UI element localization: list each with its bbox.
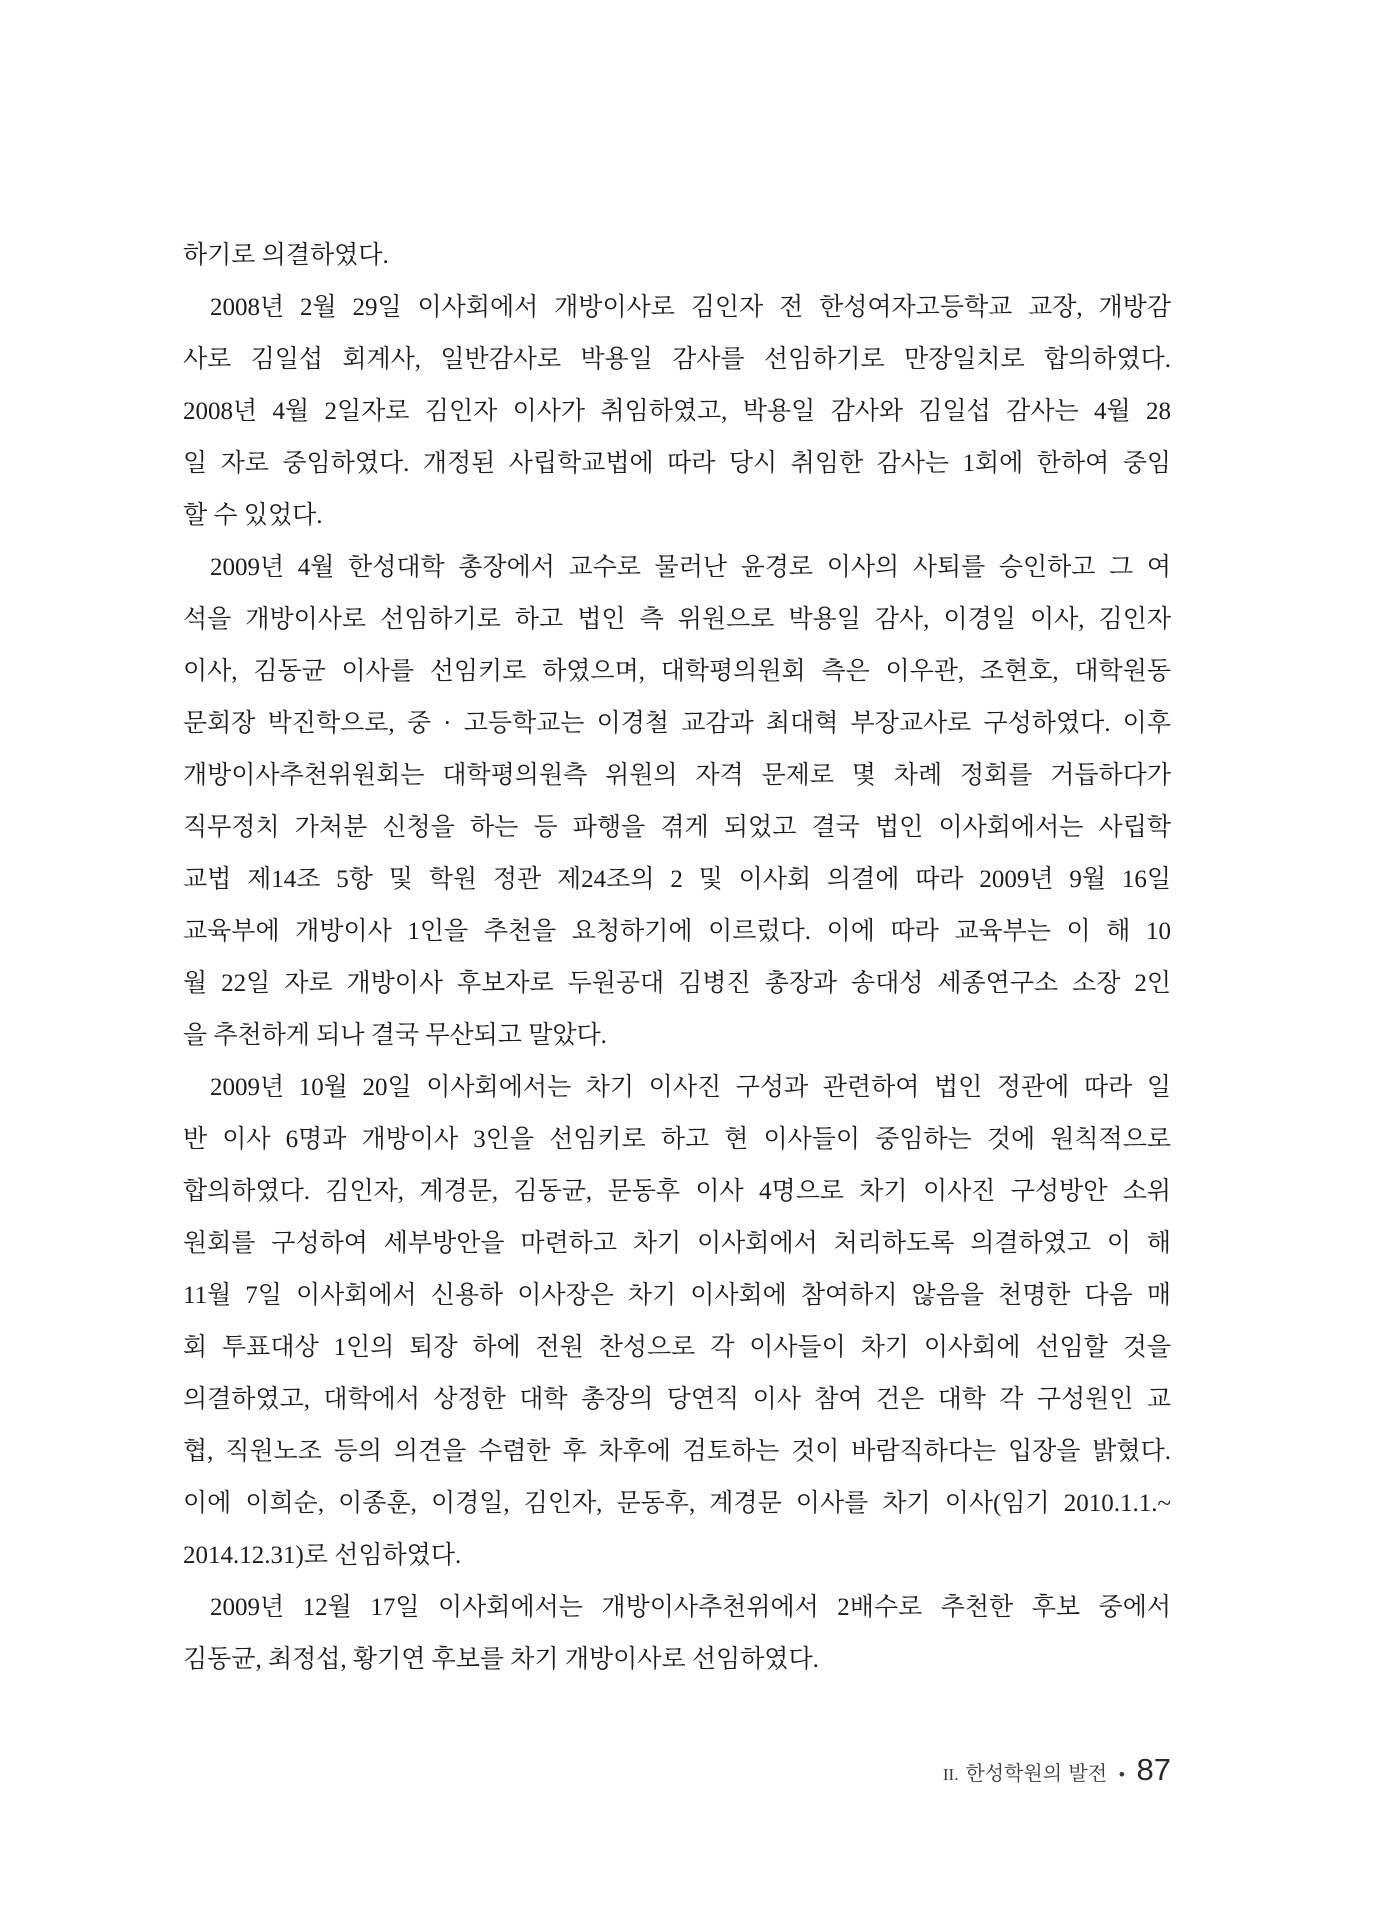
text-line: 개방이사추천위원회는 대학평의원측 위원의 자격 문제로 몇 차례 정회를 거듭하다가 bbox=[183, 762, 1171, 789]
text-line: 원회를 구성하여 세부방안을 마련하고 차기 이사회에서 처리하도록 의결하였고 이 해 bbox=[183, 1230, 1171, 1257]
text-line: 2009년 12월 17일 이사회에서는 개방이사추천위에서 2배수로 추천한 후보 중에서 bbox=[210, 1594, 1171, 1621]
text-line: 협, 직원노조 등의 의견을 수렴한 후 차후에 검토하는 것이 바람직하다는 입장을 밝혔다. bbox=[183, 1438, 1171, 1465]
chapter-title: 한성학원의 발전 bbox=[965, 1761, 1108, 1785]
body-paragraph bbox=[183, 282, 1171, 542]
text-line: 합의하였다. 김인자, 계경문, 김동균, 문동후 이사 4명으로 차기 이사진 구성방안 소위 bbox=[183, 1178, 1171, 1205]
text-line: 월 22일 자로 개방이사 후보자로 두원공대 김병진 총장과 송대성 세종연구소 소장 2인 bbox=[183, 970, 1171, 997]
running-footer bbox=[943, 1752, 1171, 1798]
text-line: 이에 이희순, 이종훈, 이경일, 김인자, 문동후, 계경문 이사를 차기 이사(임기 2010.1.1.~ bbox=[183, 1490, 1171, 1517]
body-paragraph bbox=[183, 542, 1171, 1062]
text-line: 하기로 의결하였다. bbox=[183, 242, 389, 269]
text-line: 문회장 박진학으로, 중 · 고등학교는 이경철 교감과 최대혁 부장교사로 구성하였다. 이후 bbox=[183, 710, 1171, 737]
text-line: 회 투표대상 1인의 퇴장 하에 전원 찬성으로 각 이사들이 차기 이사회에 선임할 것을 bbox=[183, 1334, 1171, 1361]
body-paragraph bbox=[183, 1582, 1171, 1686]
text-line: 이사, 김동균 이사를 선임키로 하였으며, 대학평의원회 측은 이우관, 조현호, 대학원동 bbox=[183, 658, 1171, 685]
text-line: 반 이사 6명과 개방이사 3인을 선임키로 하고 현 이사들이 중임하는 것에 원칙적으로 bbox=[183, 1126, 1171, 1153]
text-line: 교법 제14조 5항 및 학원 정관 제24조의 2 및 이사회 의결에 따라 2009년 9월 16일 bbox=[183, 866, 1171, 893]
text-line: 2008년 4월 2일자로 김인자 이사가 취임하였고, 박용일 감사와 김일섭 감사는 4월 28 bbox=[183, 398, 1171, 425]
text-line: 직무정치 가처분 신청을 하는 등 파행을 겪게 되었고 결국 법인 이사회에서는 사립학 bbox=[183, 814, 1171, 841]
text-line: 2009년 10월 20일 이사회에서는 차기 이사진 구성과 관련하여 법인 정관에 따라 일 bbox=[210, 1074, 1171, 1101]
text-line: 을 추천하게 되나 결국 무산되고 말았다. bbox=[183, 1022, 607, 1049]
text-line: 사로 김일섭 회계사, 일반감사로 박용일 감사를 선임하기로 만장일치로 합의하였다. bbox=[183, 346, 1171, 373]
text-line: 의결하였고, 대학에서 상정한 대학 총장의 당연직 이사 참여 건은 대학 각 구성원인 교 bbox=[183, 1386, 1171, 1413]
text-line: 2009년 4월 한성대학 총장에서 교수로 물러난 윤경로 이사의 사퇴를 승인하고 그 여 bbox=[210, 554, 1171, 581]
text-line: 교육부에 개방이사 1인을 추천을 요청하기에 이르렀다. 이에 따라 교육부는 이 해 10 bbox=[183, 918, 1171, 945]
text-line: 김동균, 최정섭, 황기연 후보를 차기 개방이사로 선임하였다. bbox=[183, 1646, 819, 1673]
text-line: 2008년 2월 29일 이사회에서 개방이사로 김인자 전 한성여자고등학교 교장, 개방감 bbox=[210, 294, 1171, 321]
body-text bbox=[183, 230, 1171, 1686]
body-paragraph bbox=[183, 1062, 1171, 1582]
text-line: 석을 개방이사로 선임하기로 하고 법인 측 위원으로 박용일 감사, 이경일 이사, 김인자 bbox=[183, 606, 1171, 633]
chapter-number: II. bbox=[942, 1765, 959, 1784]
body-paragraph bbox=[183, 230, 1171, 282]
text-line: 2014.12.31)로 선임하였다. bbox=[183, 1542, 462, 1569]
text-line: 할 수 있었다. bbox=[183, 502, 323, 529]
page-number: 87 bbox=[1136, 1752, 1171, 1787]
footer-separator: • bbox=[1117, 1765, 1127, 1784]
text-line: 11월 7일 이사회에서 신용하 이사장은 차기 이사회에 참여하지 않음을 천명한 다음 매 bbox=[183, 1282, 1171, 1309]
text-line: 일 자로 중임하였다. 개정된 사립학교법에 따라 당시 취임한 감사는 1회에 한하여 중임 bbox=[183, 450, 1171, 477]
